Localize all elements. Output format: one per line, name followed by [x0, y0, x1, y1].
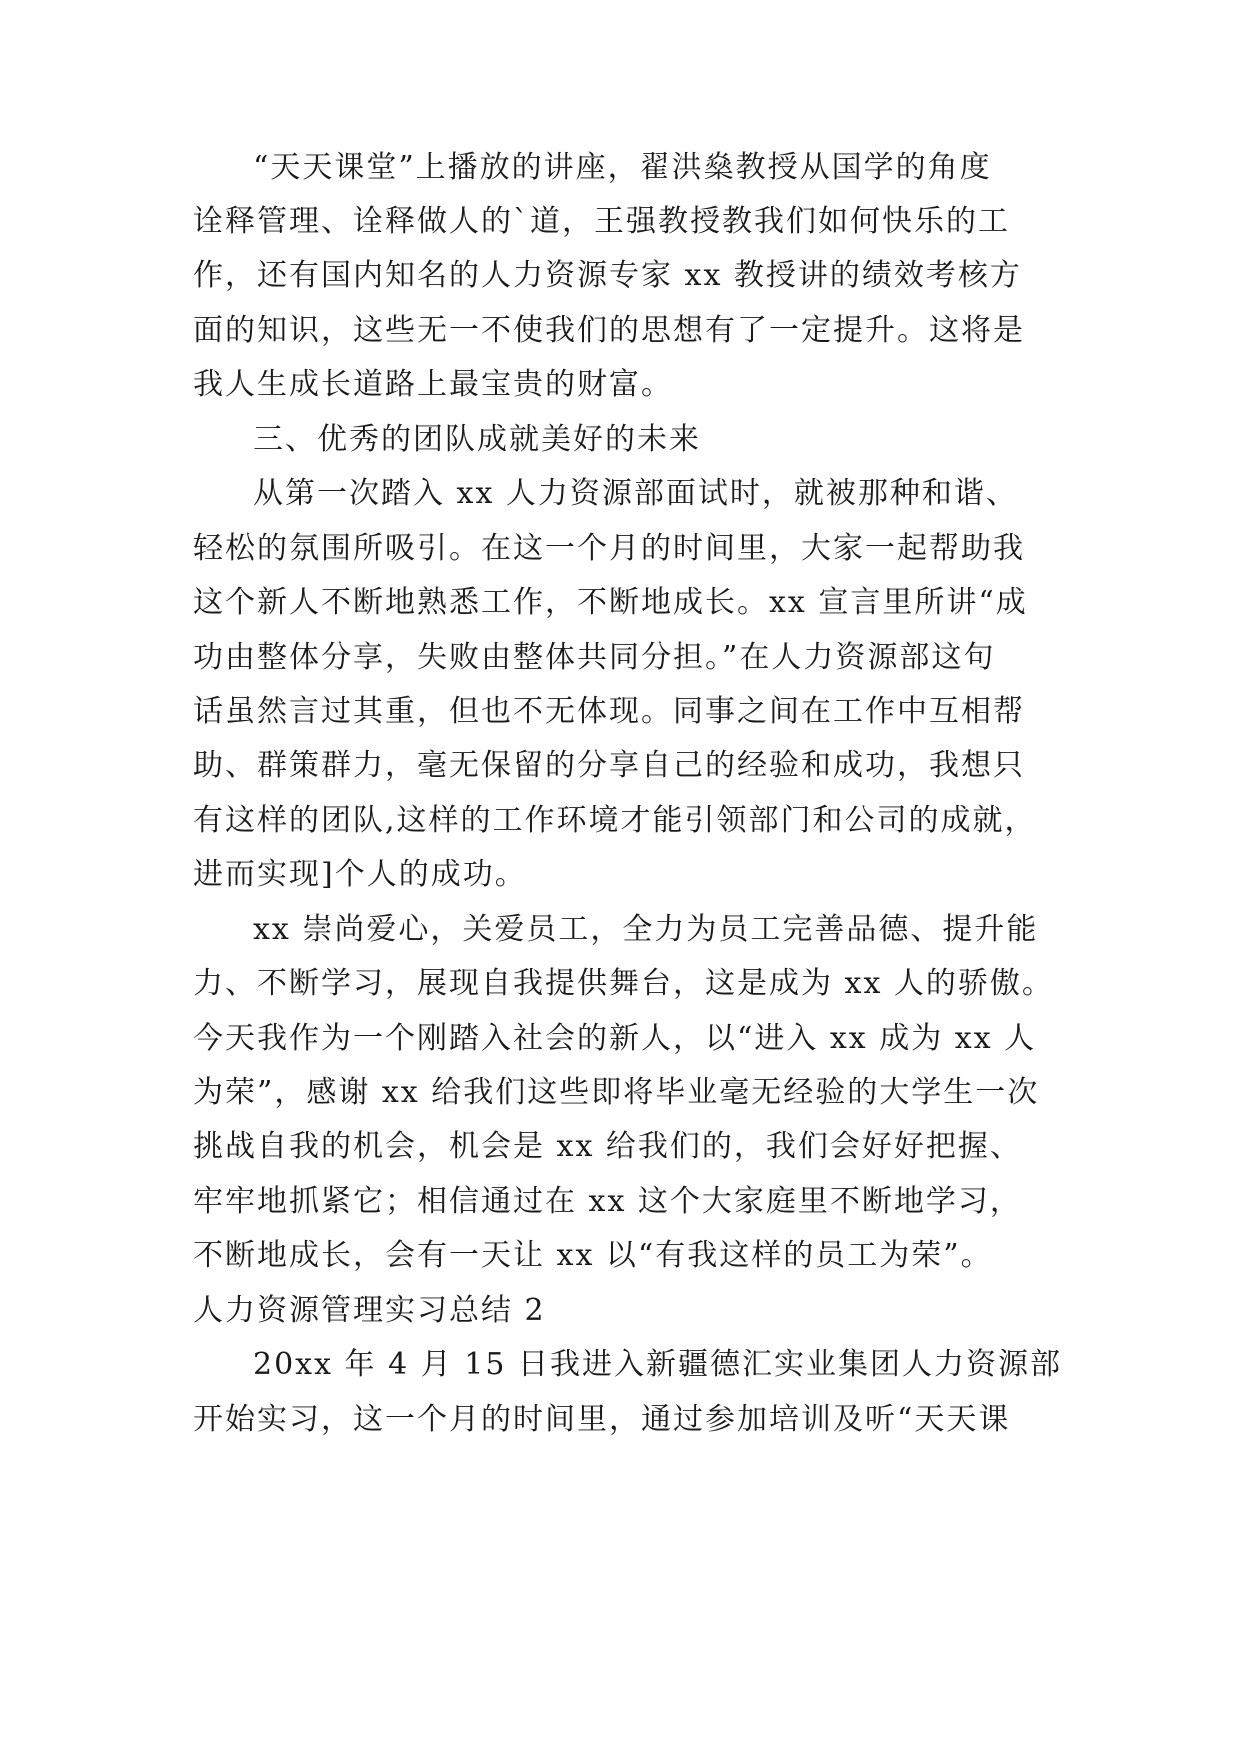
- paragraph-line: 作，还有国内知名的人力资源专家 xx 教授讲的绩效考核方: [193, 258, 1022, 293]
- paragraph-line: 话虽然言过其重，但也不无体现。同事之间在工作中互相帮: [193, 694, 1025, 729]
- paragraph-line: 这个新人不断地熟悉工作，不断地成长。xx 宣言里所讲“成: [193, 585, 1028, 620]
- paragraph-line: 我人生成长道路上最宝贵的财富。: [193, 367, 673, 402]
- paragraph-line: 进而实现]个人的成功。: [193, 857, 527, 892]
- paragraph-line: 轻松的氛围所吸引。在这一个月的时间里，大家一起帮助我: [193, 531, 1025, 566]
- paragraph-line: xx 崇尚爱心，关爱员工，全力为员工完善品德、提升能: [253, 912, 1039, 947]
- paragraph-line: 为荣”，感谢 xx 给我们这些即将毕业毫无经验的大学生一次: [193, 1075, 1040, 1110]
- paragraph-line: 功由整体分享，失败由整体共同分担。”在人力资源部这句: [193, 640, 996, 675]
- paragraph-line: 今天我作为一个刚踏入社会的新人，以“进入 xx 成为 xx 人: [193, 1021, 1037, 1056]
- paragraph-line: 诠释管理、诠释做人的`道，王强教授教我们如何快乐的工: [193, 204, 1010, 239]
- paragraph-line: 不断地成长，会有一天让 xx 以“有我这样的员工为荣”。: [193, 1238, 993, 1273]
- paragraph-line: 助、群策群力，毫无保留的分享自己的经验和成功，我想只: [193, 748, 1025, 783]
- section-title: 人力资源管理实习总结 2: [193, 1293, 546, 1328]
- section-heading: 三、优秀的团队成就美好的未来: [253, 422, 701, 457]
- paragraph-line: “天天课堂”上播放的讲座，翟洪燊教授从国学的角度: [253, 150, 992, 185]
- paragraph-line: 牢牢地抓紧它；相信通过在 xx 这个大家庭里不断地学习，: [193, 1184, 1022, 1219]
- paragraph-line: 从第一次踏入 xx 人力资源部面试时，就被那种和谐、: [253, 476, 1018, 511]
- paragraph-line: 开始实习，这一个月的时间里，通过参加培训及听“天天课: [193, 1402, 1011, 1437]
- paragraph-line: 力、不断学习，展现自我提供舞台，这是成为 xx 人的骄傲。: [193, 966, 1054, 1001]
- paragraph-line: 面的知识，这些无一不使我们的思想有了一定提升。这将是: [193, 313, 1025, 348]
- paragraph-line: 20xx 年 4 月 15 日我进入新疆德汇实业集团人力资源部: [253, 1347, 1062, 1382]
- paragraph-line: 有这样的团队,这样的工作环境才能引领部门和公司的成就，: [193, 803, 1037, 838]
- paragraph-line: 挑战自我的机会，机会是 xx 给我们的，我们会好好把握、: [193, 1129, 1022, 1164]
